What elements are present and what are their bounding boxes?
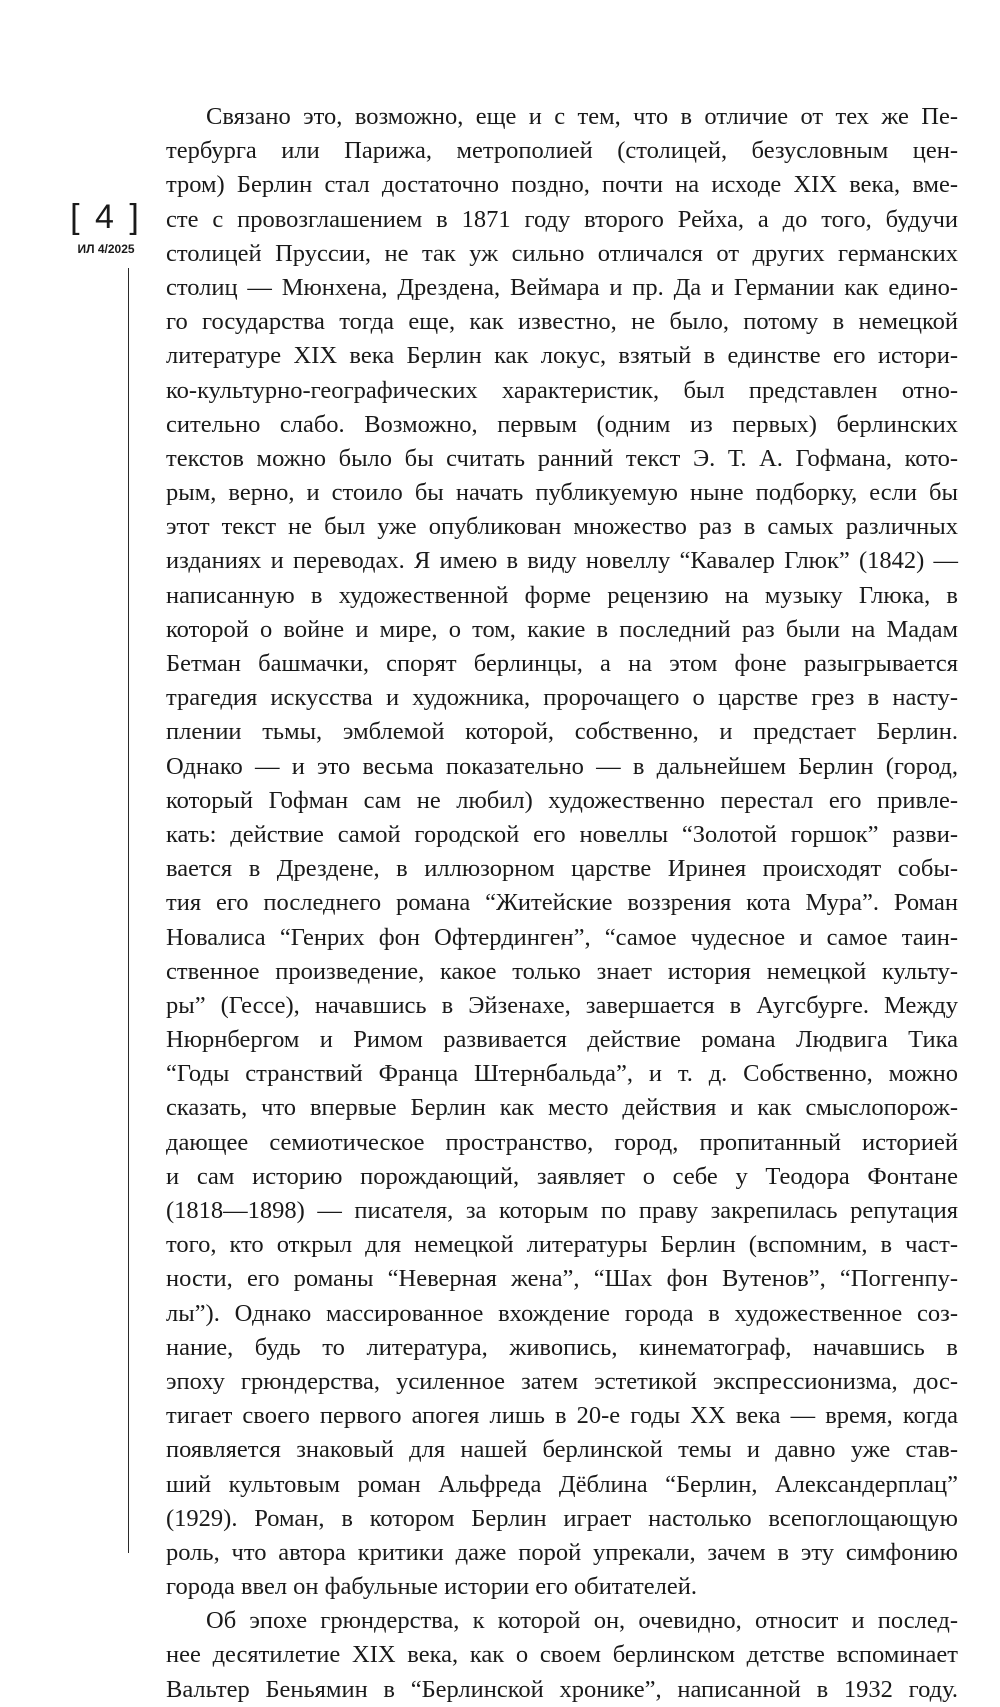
text-line: ры” (Гессе), начавшись в Эйзенахе, завершается в Аугсбурге. Между xyxy=(166,991,958,1019)
journal-issue: ИЛ 4/2025 xyxy=(77,242,135,256)
text-line: Однако — и это весьма показательно — в дальнейшем Берлин (город, xyxy=(166,752,958,780)
text-line: города ввел он фабульные истории его обитателей. xyxy=(166,1573,697,1601)
body-text xyxy=(166,100,958,1707)
text-line: рым, верно, и стоило бы начать публикуемую ныне подборку, если бы xyxy=(166,479,958,507)
text-line: лы”). Однако массированное вхождение города в художественное соз- xyxy=(166,1299,958,1327)
paragraph xyxy=(166,100,958,1604)
text-line: тия его последнего романа “Житейские воззрения кота Мура”. Роман xyxy=(166,889,958,917)
text-line: трагедия искусства и художника, пророчащего о царстве грез в насту- xyxy=(166,684,958,712)
text-line: (1929). Роман, в котором Берлин играет настолько всепоглощающую xyxy=(166,1504,958,1532)
text-line: ко-культурно-географических характеристик, был представлен отно- xyxy=(166,376,958,404)
text-line: столиц — Мюнхена, Дрездена, Веймара и пр. Да и Германии как едино- xyxy=(166,273,958,301)
text-line: эпоху грюндерства, усиленное затем эстетикой экспрессионизма, дос- xyxy=(166,1367,958,1395)
text-line: которой о войне и мире, о том, какие в последний раз были на Мадам xyxy=(166,615,958,643)
text-line: сительно слабо. Возможно, первым (одним из первых) берлинских xyxy=(166,410,958,438)
text-line: дающее семиотическое пространство, город, пропитанный историей xyxy=(166,1128,958,1156)
page-number: [ 4 ] xyxy=(70,198,142,236)
text-line: нее десятилетие XIX века, как о своем берлинском детстве вспоминает xyxy=(166,1641,958,1669)
text-line: Об эпохе грюндерства, к которой он, очевидно, относит и послед- xyxy=(206,1607,958,1635)
text-line: го государства тогда еще, как известно, не было, потому в немецкой xyxy=(166,308,958,336)
text-line: ственное произведение, какое только знает история немецкой культу- xyxy=(166,957,958,985)
text-line: ности, его романы “Неверная жена”, “Шах фон Вутенов”, “Поггенпу- xyxy=(166,1265,958,1293)
text-line: сте с провозглашением в 1871 году второго Рейха, а до того, будучи xyxy=(166,205,958,233)
text-line: написанную в художественной форме рецензию на музыку Глюка, в xyxy=(166,581,958,609)
text-line: роль, что автора критики даже порой упрекали, зачем в эту симфонию xyxy=(166,1538,958,1566)
text-line: тигает своего первого апогея лишь в 20-е годы XX века — время, когда xyxy=(166,1402,958,1430)
text-line: плении тьмы, эмблемой которой, собственно, и предстает Берлин. xyxy=(166,718,958,746)
text-line: (1818—1898) — писателя, за которым по праву закрепилась репутация xyxy=(166,1197,958,1224)
paragraph xyxy=(166,1604,958,1707)
text-line: Связано это, возможно, еще и с тем, что в отличие от тех же Пе- xyxy=(206,103,958,130)
text-line: этот текст не был уже опубликован множество раз в самых различных xyxy=(166,513,958,541)
text-line: того, кто открыл для немецкой литературы Берлин (вспомним, в част- xyxy=(166,1231,958,1259)
text-line: ший культовым роман Альфреда Дёблина “Берлин, Александерплац” xyxy=(166,1470,958,1498)
text-line: появляется знаковый для нашей берлинской темы и давно уже став- xyxy=(166,1436,958,1464)
text-line: Нюрнбергом и Римом развивается действие романа Людвига Тика xyxy=(166,1026,958,1054)
text-line: кать: действие самой городской его новеллы “Золотой горшок” разви- xyxy=(166,820,958,848)
text-line: литературе XIX века Берлин как локус, взятый в единстве его истори- xyxy=(166,342,958,370)
margin-header xyxy=(66,198,146,256)
text-line: Новалиса “Генрих фон Офтердинген”, “самое чудесное и самое таин- xyxy=(166,923,958,951)
text-line: вается в Дрездене, в иллюзорном царстве Иринея происходят собы- xyxy=(166,855,958,883)
text-line: текстов можно было бы считать ранний текст Э. Т. А. Гофмана, кото- xyxy=(166,444,958,472)
text-line: Вальтер Беньямин в “Берлинской хронике”, написанной в 1932 году. xyxy=(166,1675,958,1703)
text-line: изданиях и переводах. Я имею в виду новеллу “Кавалер Глюк” (1842) — xyxy=(166,547,958,575)
margin-rule xyxy=(128,268,129,1553)
text-line: Бетман башмачки, спорят берлинцы, а на этом фоне разыгрывается xyxy=(166,650,958,677)
text-line: тром) Берлин стал достаточно поздно, почти на исходе XIX века, вме- xyxy=(166,171,958,199)
text-line: сказать, что впервые Берлин как место действия и как смыслопорож- xyxy=(166,1094,958,1122)
text-line: “Годы странствий Франца Штернбальда”, и т. д. Собственно, можно xyxy=(166,1060,958,1088)
text-line: и сам историю порождающий, заявляет о себе у Теодора Фонтане xyxy=(166,1162,958,1190)
text-line: тербурга или Парижа, метрополией (столицей, безусловным цен- xyxy=(166,137,958,165)
text-line: который Гофман сам не любил) художественно перестал его привле- xyxy=(166,786,958,814)
text-line: столицей Пруссии, не так уж сильно отличался от других германских xyxy=(166,239,958,267)
text-line: нание, будь то литература, живопись, кинематограф, начавшись в xyxy=(166,1333,958,1361)
